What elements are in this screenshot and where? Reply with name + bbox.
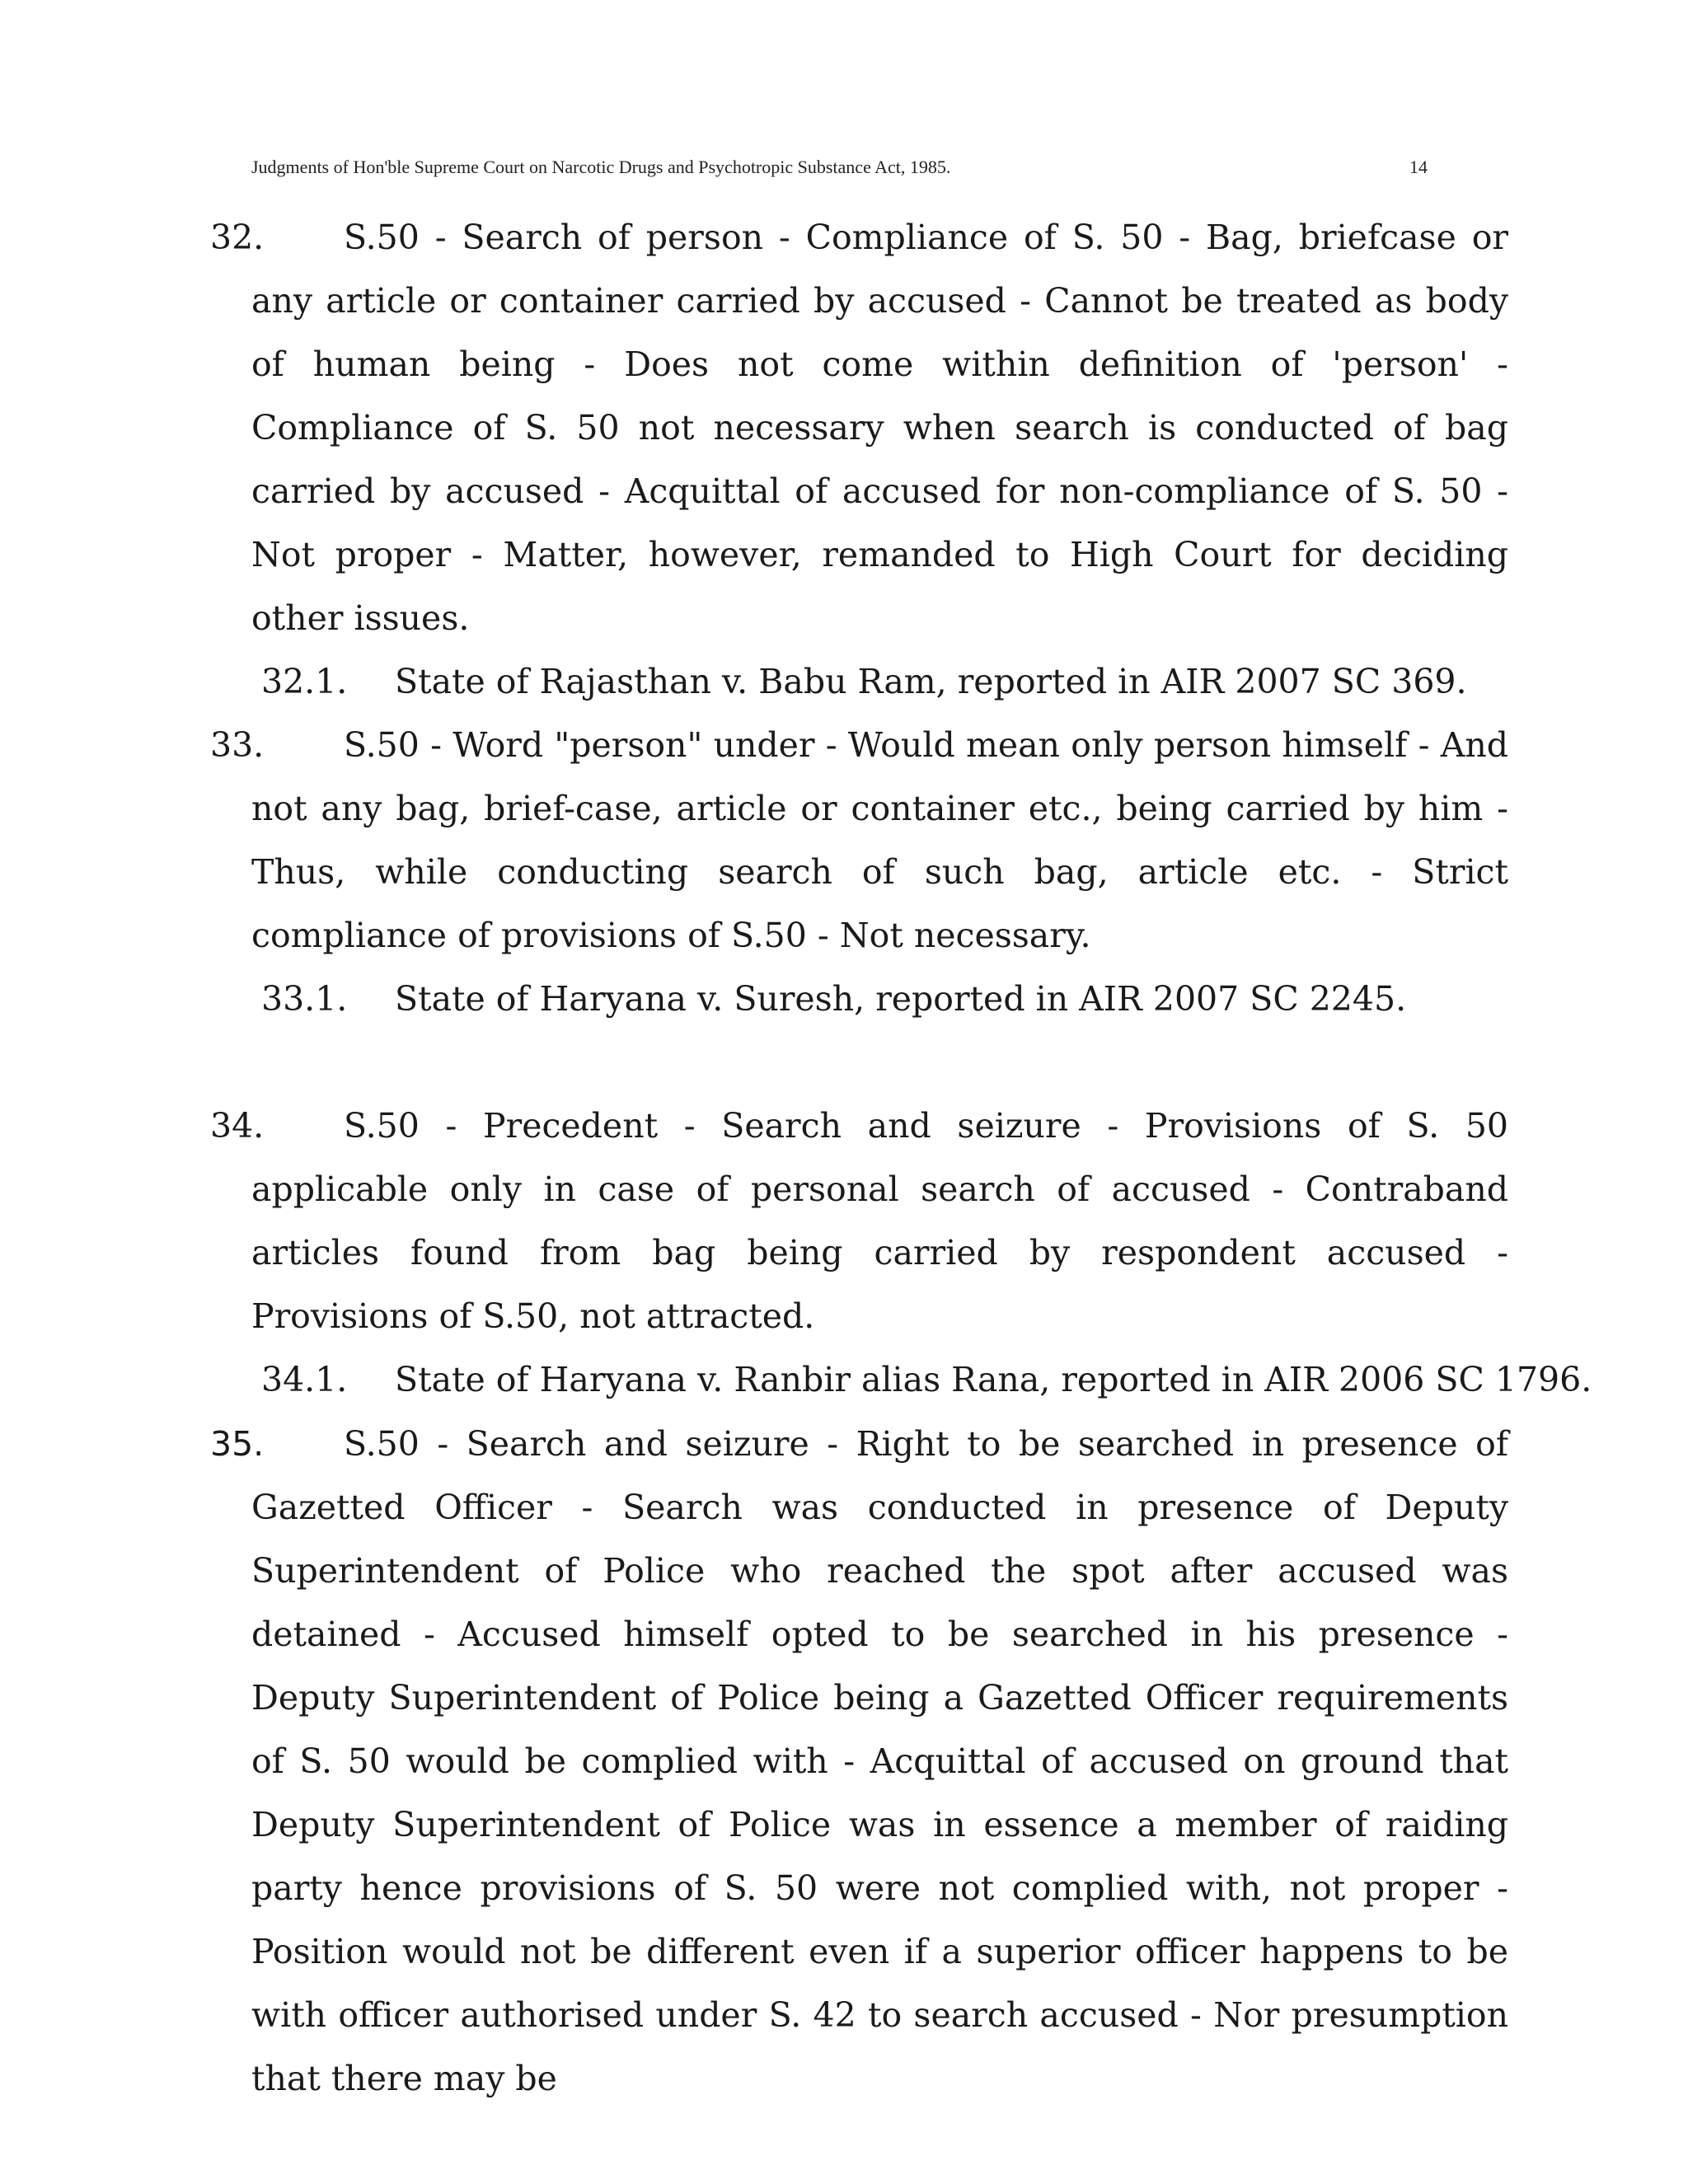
- section-number: 33.: [210, 725, 265, 765]
- section-text: S.50 - Search and seizure - Right to be searched in presence of Gazetted Officer - Search was conducted in presence of Deputy Superintendent of Police who reached the spot after accused was detained - Accused himself opted to be searched in his presence - Deputy Superintendent of Police being a Gazetted Officer requirements of S. 50 would be complied with - Acquittal of accused on ground that Deputy Superintendent of Police was in essence a member of raiding party hence provisions of S. 50 were not complied with, not proper - Position would not be different even if a superior officer happens to be with officer authorised under S. 42 to search accused - Nor presumption that there may be: [251, 1424, 1508, 2098]
- section-text: S.50 - Search of person - Compliance of S. 50 - Bag, briefcase or any article or container carried by accused - Cannot be treated as body of human being - Does not come within definition of 'person' - Compliance of S. 50 not necessary when search is conducted of bag carried by accused - Acquittal of accused for non-compliance of S. 50 - Not proper - Matter, however, remanded to High Court for deciding other issues.: [251, 218, 1508, 638]
- section-text: S.50 - Word "person" under - Would mean only person himself - And not any bag, brief-case, article or container etc., being carried by him - Thus, while conducting search of such bag, article etc. - Strict compliance of provisions of S.50 - Not necessary.: [251, 725, 1508, 955]
- section-number: 32.: [210, 218, 265, 257]
- page-number: 14: [1409, 157, 1428, 177]
- section-number: 35.: [210, 1424, 265, 1464]
- citation-text: State of Haryana v. Suresh, reported in AIR 2007 SC 2245.: [395, 979, 1407, 1019]
- section-paragraph: [210, 1413, 1508, 2111]
- citation-number: 34.1.: [261, 1360, 348, 1399]
- section-paragraph: [210, 206, 1508, 650]
- citation-number: 32.1.: [261, 662, 348, 701]
- citation: [210, 968, 1508, 1031]
- section-paragraph: [210, 1094, 1508, 1348]
- section-33: [210, 714, 1508, 1031]
- citation: [210, 1348, 1592, 1412]
- section-35: [210, 1413, 1508, 2111]
- header-title: Judgments of Hon'ble Supreme Court on Narcotic Drugs and Psychotropic Substance Act, 1985.: [251, 157, 951, 177]
- citation-text: State of Rajasthan v. Babu Ram, reported in AIR 2007 SC 369.: [395, 662, 1467, 701]
- section-34: [210, 1094, 1592, 1412]
- citation: [210, 650, 1508, 714]
- citation-number: 33.1.: [261, 979, 348, 1019]
- section-paragraph: [210, 714, 1508, 968]
- section-32: [210, 206, 1508, 714]
- running-header: [251, 152, 1430, 182]
- citation-text: State of Haryana v. Ranbir alias Rana, reported in AIR 2006 SC 1796.: [395, 1360, 1592, 1399]
- section-number: 34.: [210, 1106, 265, 1146]
- section-text: S.50 - Precedent - Search and seizure - Provisions of S. 50 applicable only in case of personal search of accused - Contraband articles found from bag being carried by respondent accused - Provisions of S.50, not attracted.: [251, 1106, 1508, 1336]
